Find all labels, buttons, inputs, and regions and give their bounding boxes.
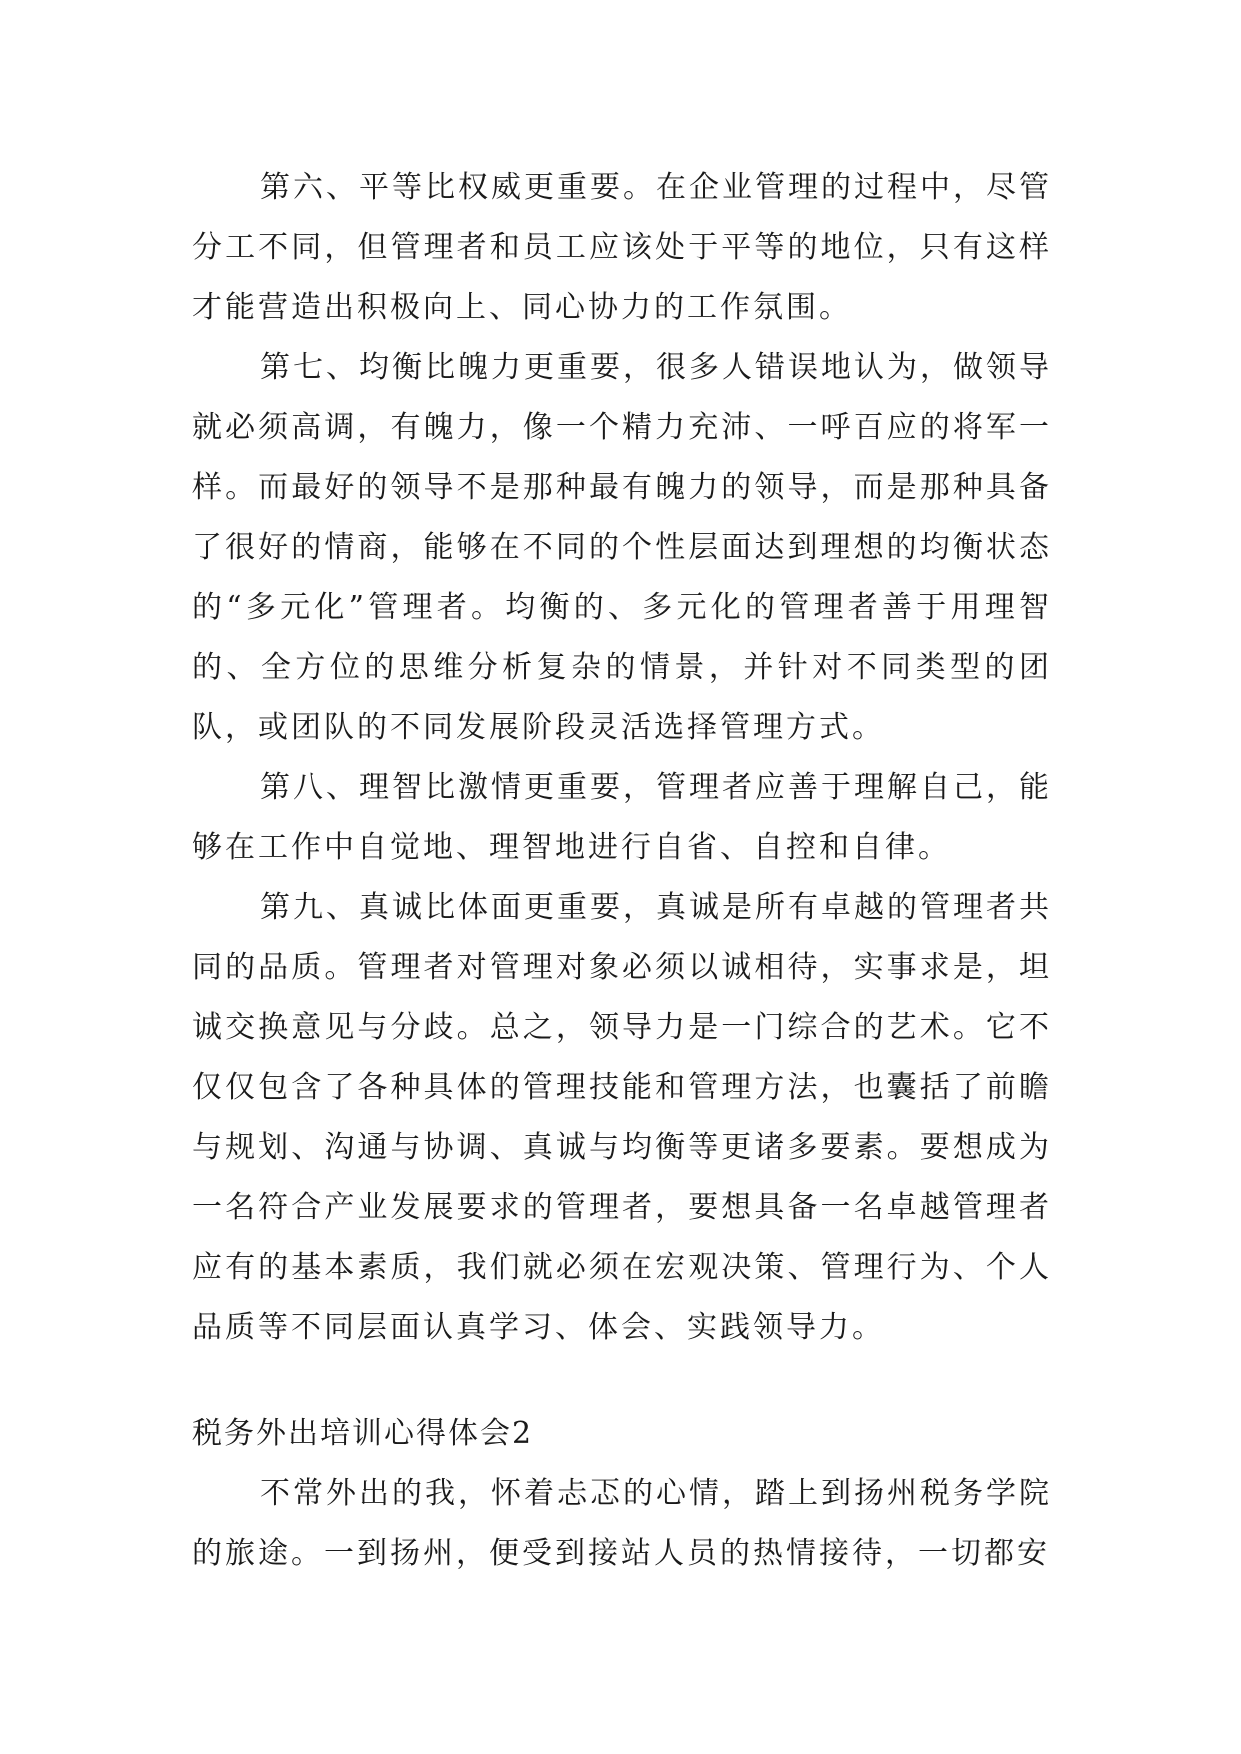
paragraph-ninth: 第九、真诚比体面更重要，真诚是所有卓越的管理者共同的品质。管理者对管理对象必须以诚相待，实事求是，坦诚交换意见与分歧。总之，领导力是一门综合的艺术。它不仅仅包含了各种具体的管理技能和管理方法，也囊括了前瞻与规划、沟通与协调、真诚与均衡等更诸多要素。要想成为一名符合产业发展要求的管理者，要想具备一名卓越管理者应有的基本素质，我们就必须在宏观决策、管理行为、个人品质等不同层面认真学习、体会、实践领导力。 xyxy=(192,890,1052,1345)
paragraph-eighth: 第八、理智比激情更重要，管理者应善于理解自己，能够在工作中自觉地、理智地进行自省、自控和自律。 xyxy=(192,770,1052,865)
document-body xyxy=(192,158,1052,1584)
section-paragraph: 不常外出的我，怀着忐忑的心情，踏上到扬州税务学院的旅途。一到扬州，便受到接站人员的热情接待，一切都安 xyxy=(192,1476,1052,1571)
paragraph-seventh: 第七、均衡比魄力更重要，很多人错误地认为，做领导就必须高调，有魄力，像一个精力充沛、一呼百应的将军一样。而最好的领导不是那种最有魄力的领导，而是那种具备了很好的情商，能够在不同的个性层面达到理想的均衡状态的“多元化”管理者。均衡的、多元化的管理者善于用理智的、全方位的思维分析复杂的情景，并针对不同类型的团队，或团队的不同发展阶段灵活选择管理方式。 xyxy=(192,350,1052,745)
paragraph-sixth: 第六、平等比权威更重要。在企业管理的过程中，尽管分工不同，但管理者和员工应该处于平等的地位，只有这样才能营造出积极向上、同心协力的工作氛围。 xyxy=(192,170,1052,325)
section-heading: 税务外出培训心得体会2 xyxy=(192,1416,534,1451)
